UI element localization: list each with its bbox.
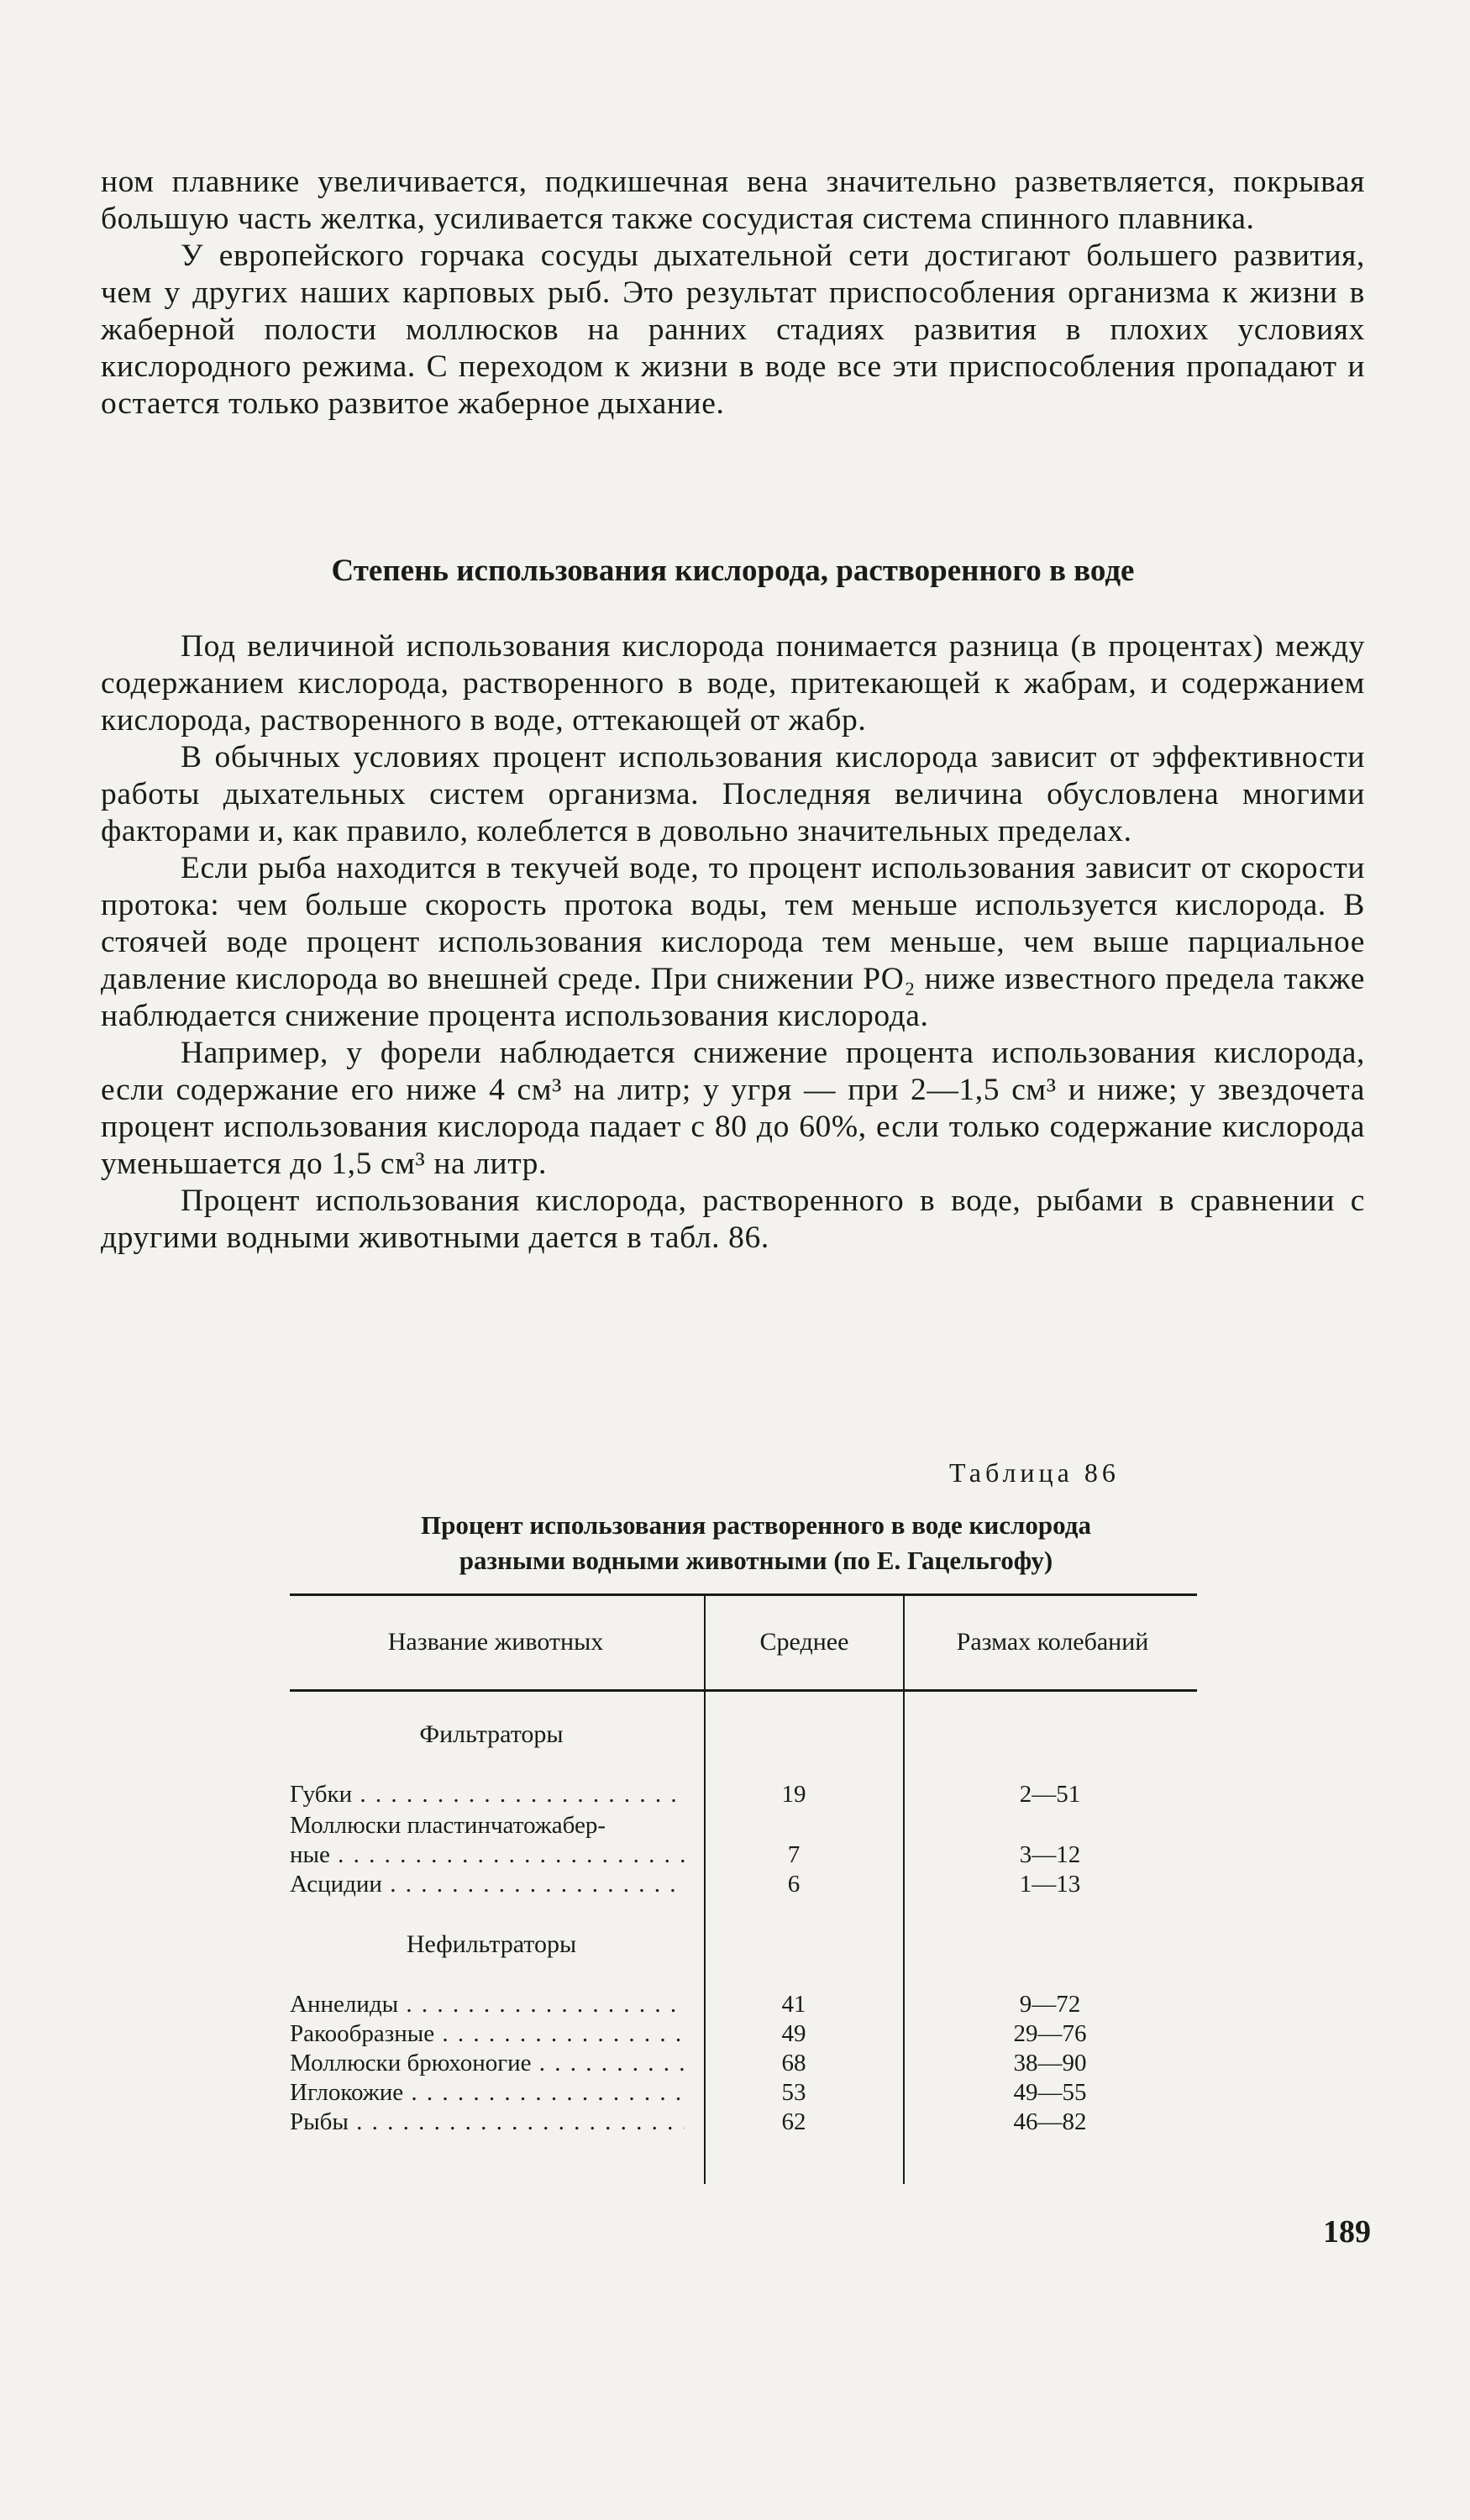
range-value: 2—51 bbox=[1019, 1781, 1081, 1808]
average-value: 6 bbox=[787, 1871, 801, 1898]
paragraph: Например, у форели наблюдается снижение процента использования кислорода, если содержание его ниже 4 см³ на литр; у угря — при 2—1,5 см³ и ниже; у звездочета процент использования кислорода падает с 80 до 60%, если только содержание кислорода уменьшается до 1,5 см³ на литр. bbox=[101, 1036, 1365, 1181]
section-heading: Степень использования кислорода, растворенного в воде bbox=[331, 554, 1135, 588]
table-header-rule bbox=[290, 1689, 1197, 1692]
table-row bbox=[290, 1841, 1197, 1868]
table-top-rule bbox=[290, 1593, 1197, 1596]
average-value: 49 bbox=[781, 2020, 806, 2047]
range-value: 9—72 bbox=[1019, 1991, 1081, 2018]
table-title-line: Процент использования растворенного в воде кислорода bbox=[421, 1510, 1091, 1540]
paragraph: В обычных условиях процент использования кислорода зависит от эффективности работы дыхательных систем организма. Последняя величина обусловлена многими факторами и, как правило, колеблется в довольно значительных пределах. bbox=[101, 740, 1365, 848]
paragraph: Под величиной использования кислорода понимается разница (в процентах) между содержанием кислорода, растворенного в воде, притекающей к жабрам, и содержанием кислорода, растворенного в воде, оттекающей от жабр. bbox=[101, 629, 1365, 738]
table-row bbox=[290, 1871, 1197, 1898]
group-title: Нефильтраторы bbox=[406, 1930, 577, 1958]
animal-name: Иглокожие . . . bbox=[290, 2079, 685, 2107]
average-value: 62 bbox=[781, 2108, 806, 2135]
table-title-line: разными водными животными (по Е. Гацельгофу) bbox=[459, 1546, 1053, 1575]
main-text bbox=[101, 628, 1365, 1257]
animal-name: Ракообразные . . . bbox=[290, 2020, 685, 2048]
column-header-range: Размах колебаний bbox=[956, 1628, 1149, 1656]
group-title: Фильтраторы bbox=[419, 1720, 564, 1748]
animal-name: Губки . . . bbox=[290, 1781, 685, 1809]
animal-name-line1: Моллюски пластинчатожабер- bbox=[290, 1812, 606, 1839]
range-value: 1—13 bbox=[1019, 1871, 1081, 1898]
animal-name: Рыбы . . . bbox=[290, 2108, 685, 2136]
range-value: 46—82 bbox=[1013, 2108, 1087, 2135]
paragraph: ном плавнике увеличивается, подкишечная вена значительно разветвляется, покрывая большую часть желтка, усиливается также сосудистая система спинного плавника. bbox=[101, 165, 1365, 236]
range-value: 49—55 bbox=[1013, 2079, 1087, 2106]
column-header-name: Название животных bbox=[387, 1628, 604, 1656]
paragraph: Если рыба находится в текучей воде, то процент использования зависит от скорости протока: чем больше скорость протока воды, тем меньше используется кислорода. В стоячей воде процент использования кислорода тем меньше, чем выше парциальное давление кислорода во внешней среде. При снижении PO₂ ниже известного предела также наблюдается снижение процента использования кислорода. bbox=[101, 851, 1365, 1033]
range-value: 29—76 bbox=[1013, 2020, 1087, 2047]
paragraph: Процент использования кислорода, растворенного в воде, рыбами в сравнении с другими водными животными дается в табл. 86. bbox=[101, 1184, 1365, 1255]
page-number: 189 bbox=[1323, 2214, 1371, 2250]
average-value: 7 bbox=[787, 1841, 801, 1868]
animal-name: Моллюски брюхоногие . . . bbox=[290, 2050, 685, 2077]
table-title bbox=[286, 1508, 1226, 1578]
table-row bbox=[290, 1781, 1197, 1808]
table-row bbox=[290, 2020, 1197, 2047]
table-row bbox=[290, 2050, 1197, 2076]
animal-name: ные . . . bbox=[290, 1841, 685, 1869]
paragraph: У европейского горчака сосуды дыхательной сети достигают большего развития, чем у других наших карповых рыб. Это результат приспособления организма к жизни в жаберной полости моллюсков на ранних стадиях развития в плохих условиях кислородного режима. С переходом к жизни в воде все эти приспособления пропадают и остается только развитое жаберное дыхание. bbox=[101, 239, 1365, 421]
range-value: 38—90 bbox=[1013, 2050, 1087, 2076]
average-value: 68 bbox=[781, 2050, 806, 2076]
average-value: 19 bbox=[781, 1781, 806, 1808]
table-label: Таблица 86 bbox=[949, 1457, 1120, 1488]
table-row-continuation bbox=[290, 1812, 1197, 1839]
range-value: 3—12 bbox=[1019, 1841, 1081, 1868]
average-value: 41 bbox=[781, 1991, 806, 2018]
table-row bbox=[290, 2108, 1197, 2135]
top-text bbox=[101, 164, 1365, 423]
table-row bbox=[290, 1991, 1197, 2018]
table-row bbox=[290, 2079, 1197, 2106]
animal-name: Аннелиды . . . bbox=[290, 1991, 685, 2019]
column-header-average: Среднее bbox=[759, 1628, 849, 1656]
average-value: 53 bbox=[781, 2079, 806, 2106]
animal-name: Асцидии . . . bbox=[290, 1871, 685, 1898]
